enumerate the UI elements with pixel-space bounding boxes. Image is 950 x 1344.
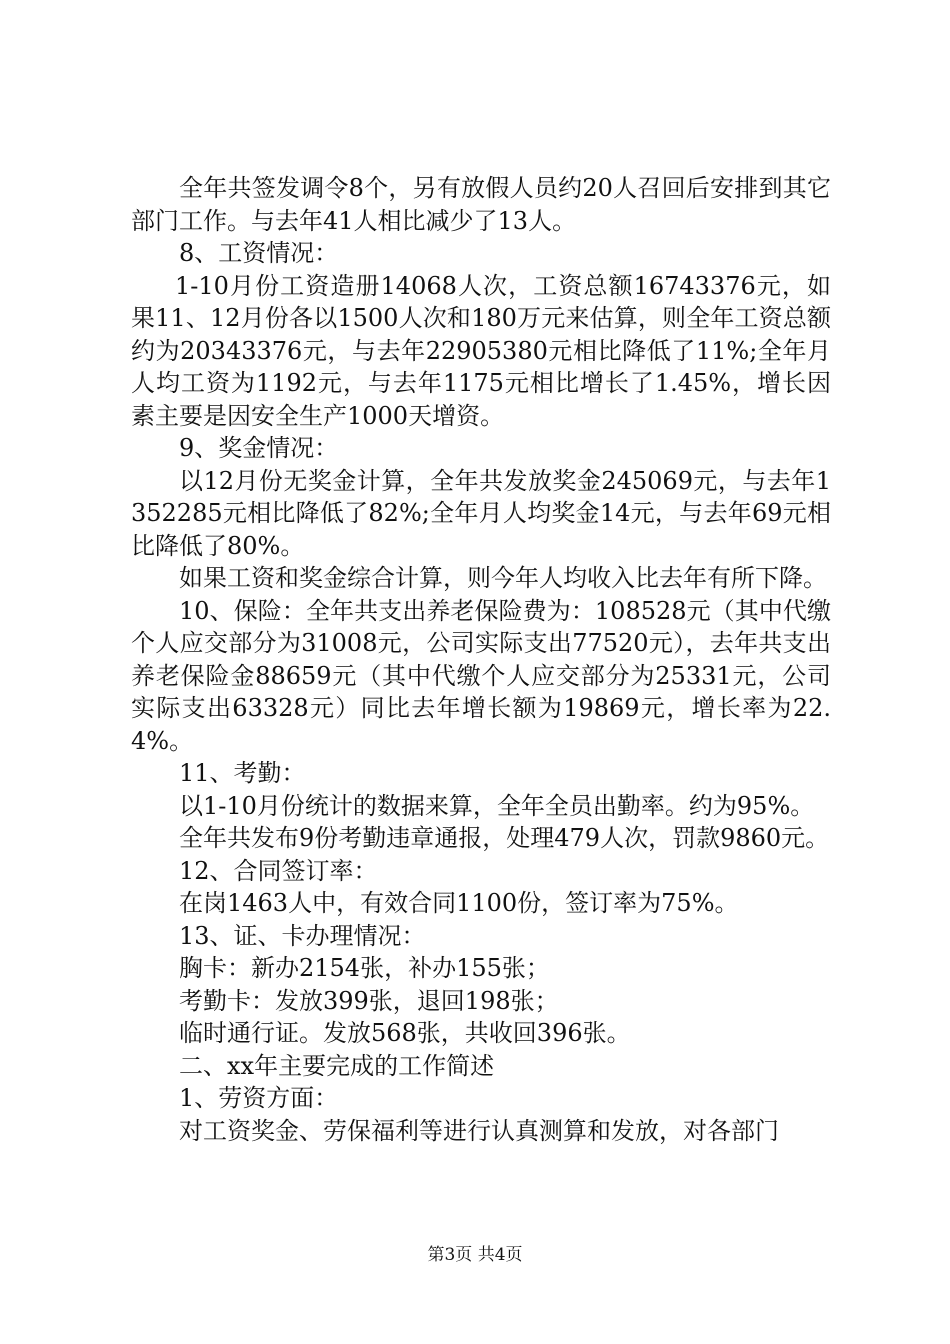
paragraph-labor-wages: 对工资奖金、劳保福利等进行认真测算和发放，对各部门 [179, 1116, 779, 1145]
page-footer: 第3页 共4页 [427, 1245, 523, 1265]
heading-section-two: 二、xx年主要完成的工作简述 [179, 1051, 495, 1080]
paragraph-contract-rate: 在岗1463人中，有效合同1100份，签订率为75%。 [179, 889, 739, 917]
paragraph-badge-cards: 胸卡：新办2154张，补办155张； [179, 954, 550, 982]
heading-labor-wages: 1、劳资方面： [179, 1084, 339, 1112]
paragraph-transfer-orders: 全年共签发调令8个，另有放假人员约20人召回后安排到其它部门工作。与去年41人相比减少了13人。 [131, 174, 831, 235]
paragraph-attendance-violations: 全年共发布9份考勤违章通报，处理479人次，罚款9860元。 [179, 824, 830, 852]
paragraph-insurance: 10、保险：全年共支出养老保险费为：108528元（其中代缴个人应交部分为31008元，公司实际支出77520元），去年共支出养老保险金88659元（其中代缴个人应交部分为25331元，公司实际支出63328元）同比去年增长额为19869元，增长率为22.4%。 [131, 596, 831, 755]
heading-bonus: 9、奖金情况： [179, 434, 339, 462]
paragraph-bonus: 以12月份无奖金计算，全年共发放奖金245069元，与去年1352285元相比降低了82%;全年月人均奖金14元，与去年69元相比降低了80%。 [131, 466, 831, 560]
heading-contract-rate: 12、合同签订率： [179, 856, 378, 885]
paragraph-temp-passes: 临时通行证。发放568张，共收回396张。 [179, 1019, 631, 1047]
heading-wages: 8、工资情况： [179, 239, 339, 267]
heading-attendance: 11、考勤： [179, 759, 306, 787]
document-body [131, 172, 831, 1147]
paragraph-attendance-cards: 考勤卡：发放399张，退回198张； [179, 986, 559, 1015]
heading-cards: 13、证、卡办理情况： [179, 921, 426, 950]
paragraph-combined-income: 如果工资和奖金综合计算，则今年人均收入比去年有所下降。 [179, 564, 827, 592]
paragraph-attendance-rate: 以1-10月份统计的数据来算，全年全员出勤率。约为95%。 [179, 791, 815, 820]
paragraph-wages: 1-10月份工资造册14068人次，工资总额16743376元，如果11、12月份各以1500人次和180万元来估算，则全年工资总额约为20343376元，与去年22905380元相比降低了11%;全年月人均工资为1192元，与去年1175元相比增长了1.45%，增长因素主要是因安全生产1000天增资。 [131, 271, 831, 430]
